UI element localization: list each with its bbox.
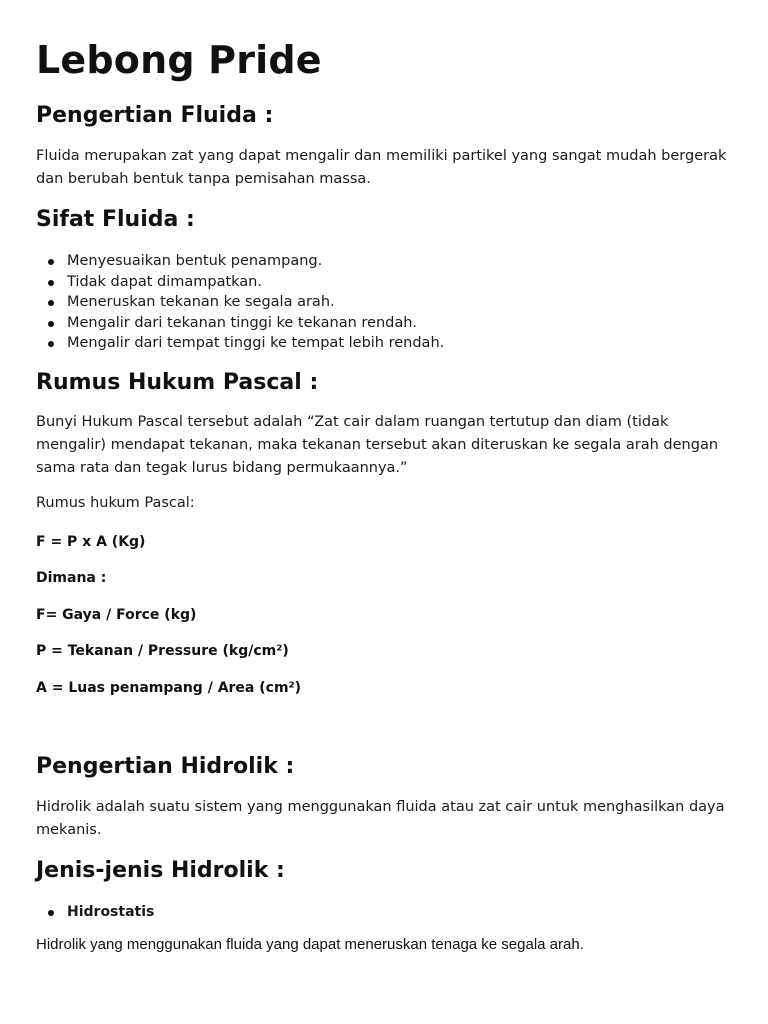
paragraph-hidrostatis: Hidrolik yang menggunakan fluida yang dapat meneruskan tenaga ke segala arah.: [36, 936, 584, 953]
list-item: Meneruskan tekanan ke segala arah.: [36, 292, 444, 313]
heading-pengertian-fluida: Pengertian Fluida :: [36, 103, 274, 128]
paragraph-rumus-label: Rumus hukum Pascal:: [36, 495, 195, 511]
heading-jenis-hidrolik: Jenis-jenis Hidrolik :: [36, 858, 285, 883]
list-item: Mengalir dari tempat tinggi ke tempat lebih rendah.: [36, 333, 444, 354]
definition-force: F= Gaya / Force (kg): [36, 607, 197, 623]
list-item: Hidrostatis: [36, 902, 154, 923]
list-item: Tidak dapat dimampatkan.: [36, 272, 444, 293]
list-jenis-hidrolik: [36, 902, 154, 923]
definition-pressure: P = Tekanan / Pressure (kg/cm²): [36, 643, 289, 659]
formula-pascal: F = P x A (Kg): [36, 534, 146, 550]
definition-area: A = Luas penampang / Area (cm²): [36, 680, 302, 696]
list-item: Menyesuaikan bentuk penampang.: [36, 251, 444, 272]
formula-dimana: Dimana :: [36, 570, 107, 586]
heading-rumus-pascal: Rumus Hukum Pascal :: [36, 370, 319, 395]
paragraph-fluida: Fluida merupakan zat yang dapat mengalir dan memiliki partikel yang sangat mudah bergerak dan berubah bentuk tanpa pemisahan massa.: [36, 148, 727, 187]
page-title: Lebong Pride: [36, 38, 322, 82]
heading-sifat-fluida: Sifat Fluida :: [36, 207, 195, 232]
paragraph-hidrolik: Hidrolik adalah suatu sistem yang menggunakan fluida atau zat cair untuk menghasilkan daya mekanis.: [36, 799, 725, 838]
list-item: Mengalir dari tekanan tinggi ke tekanan rendah.: [36, 313, 444, 334]
list-sifat-fluida: [36, 251, 444, 354]
paragraph-pascal: Bunyi Hukum Pascal tersebut adalah “Zat cair dalam ruangan tertutup dan diam (tidak mengalir) mendapat tekanan, maka tekanan tersebut akan diteruskan ke segala arah dengan sama rata dan tegak lurus bidang permukaannya.”: [36, 414, 719, 476]
heading-pengertian-hidrolik: Pengertian Hidrolik :: [36, 754, 295, 779]
